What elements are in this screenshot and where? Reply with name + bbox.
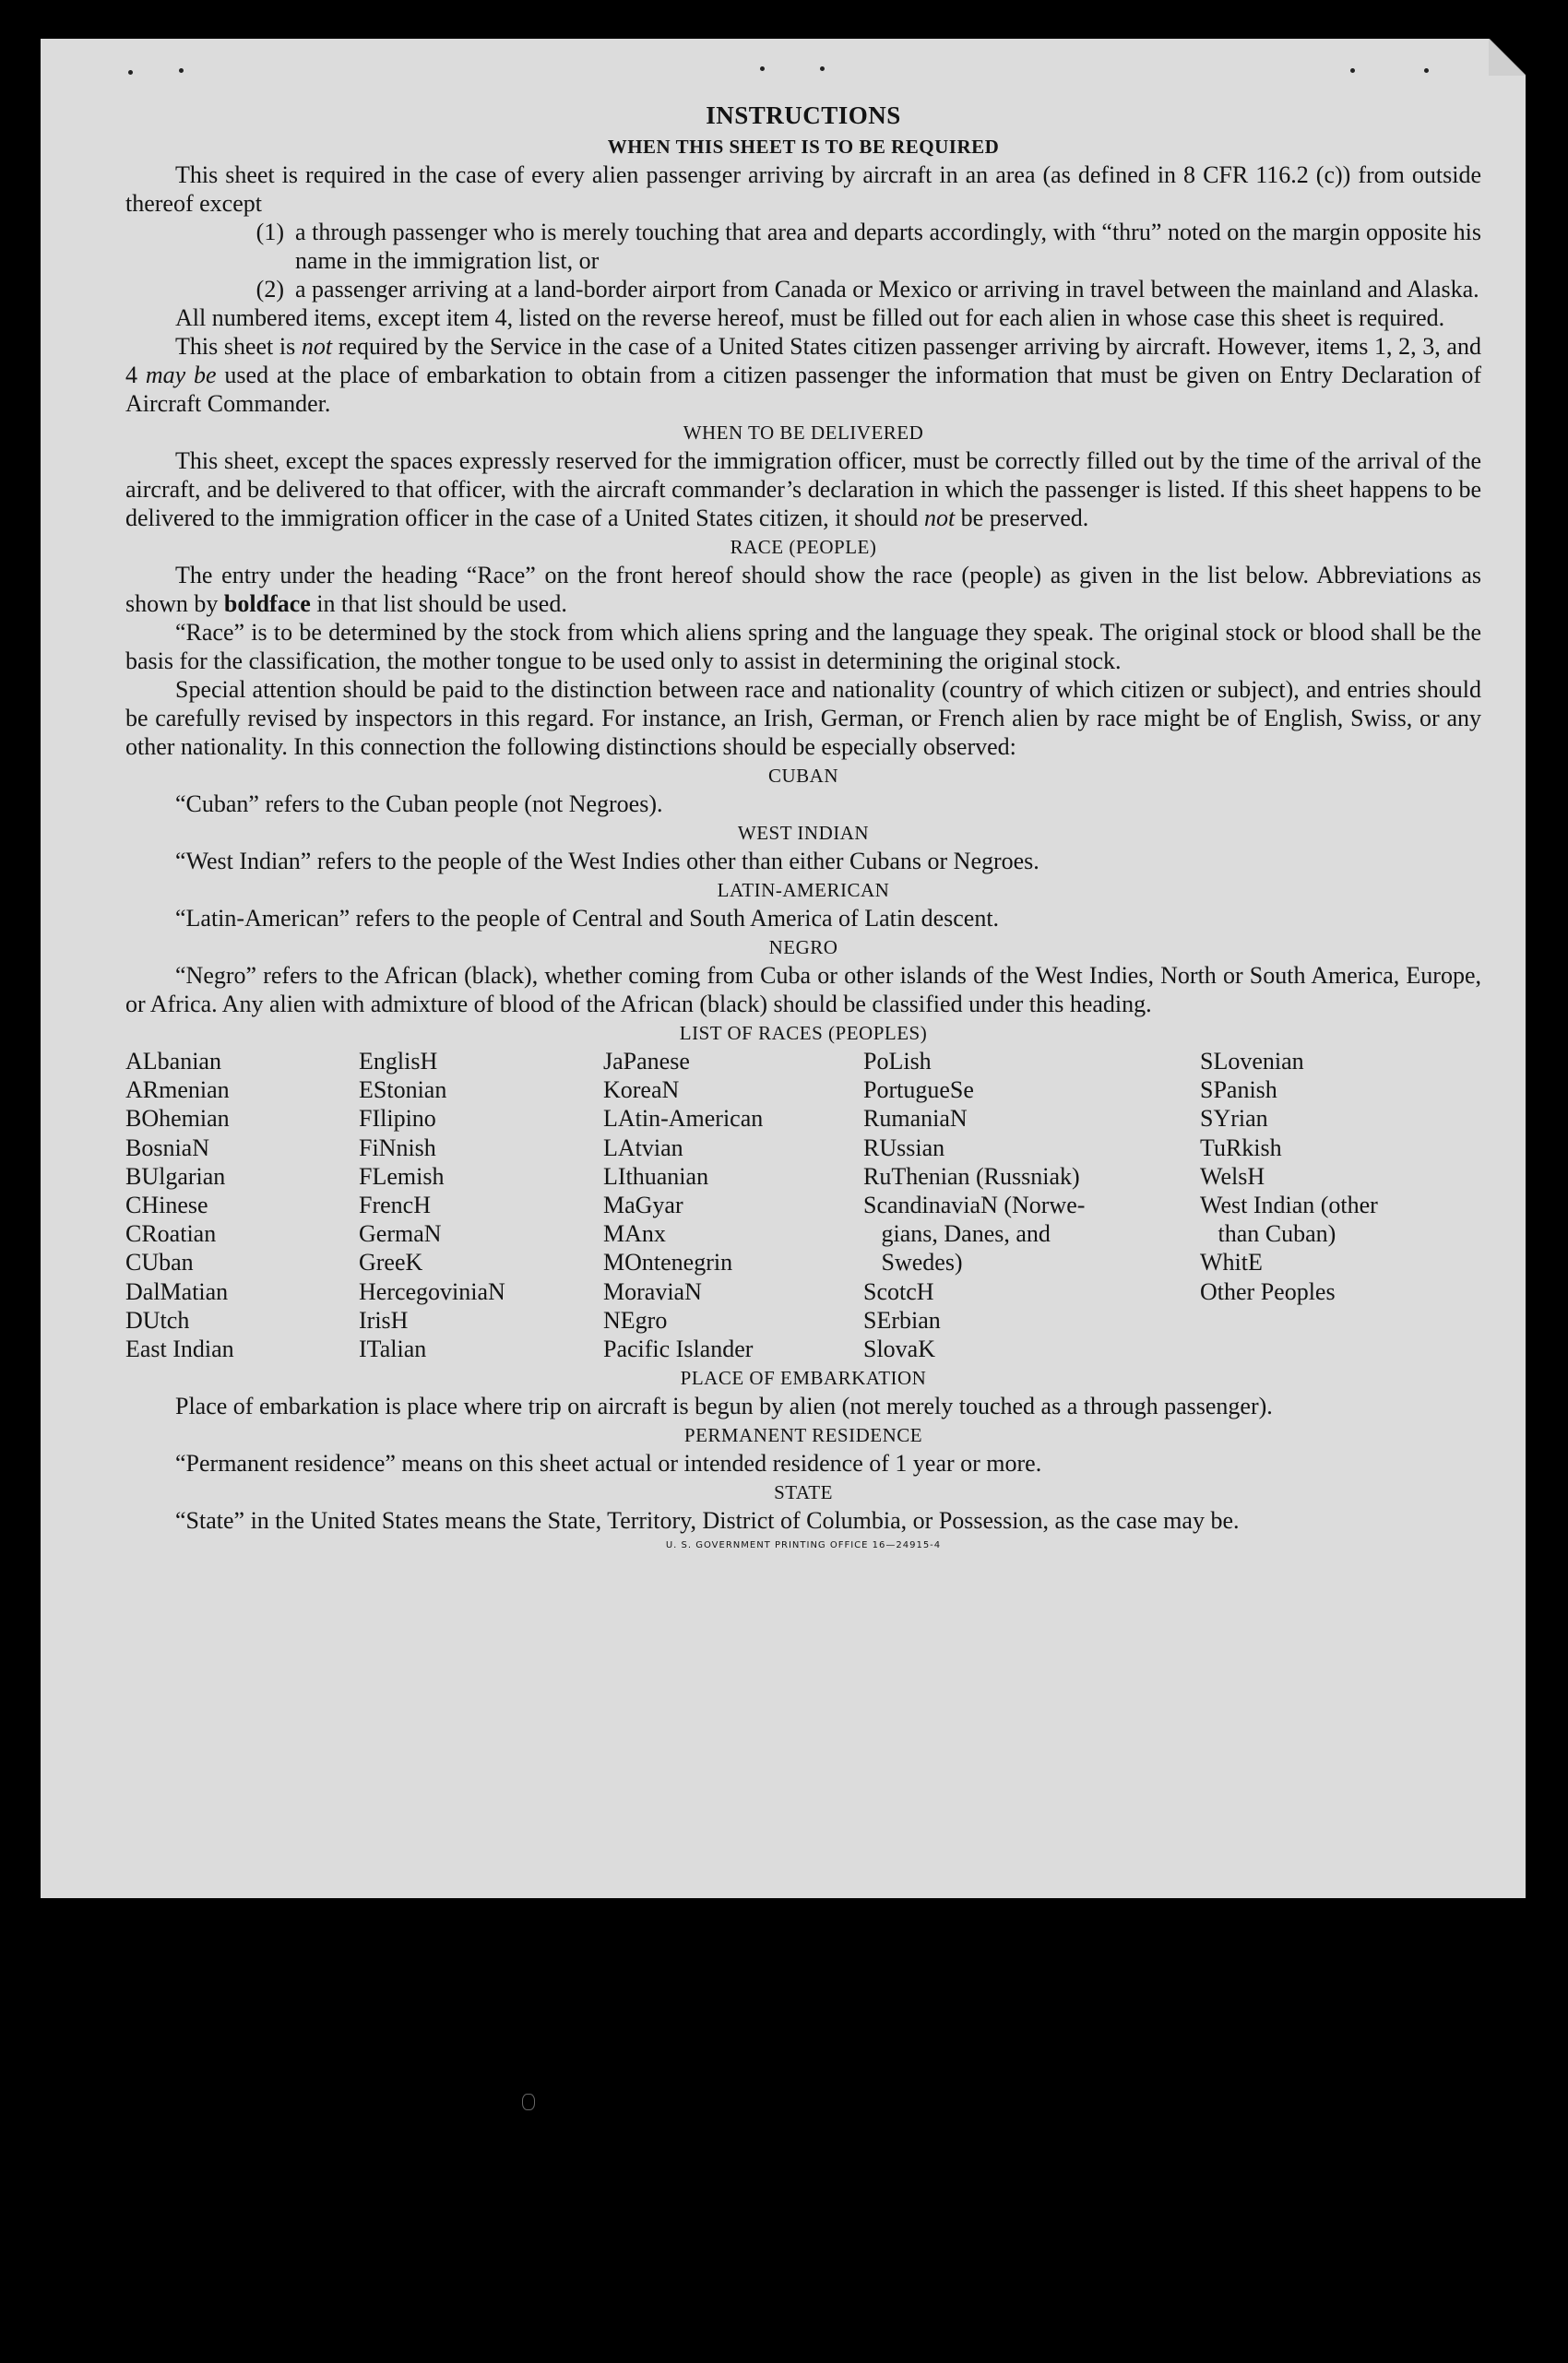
race-entry: BOhemian bbox=[125, 1105, 230, 1133]
paragraph: Special attention should be paid to the distinction between race and nationality (country of which citizen or subject), and entries should be carefully revised by inspectors in this regard. For instance, an Irish, German, or French alien by race might be of English, Swiss, or any other nationality. In this connection the following distinctions should be especially observed: bbox=[125, 676, 1481, 760]
race-entry: Other Peoples bbox=[1200, 1277, 1336, 1305]
race-entry: ALbanian bbox=[125, 1048, 221, 1075]
speck bbox=[760, 66, 765, 71]
section-heading-residence: PERMANENT RESIDENCE bbox=[683, 1424, 923, 1447]
race-entry: DUtch bbox=[125, 1306, 190, 1334]
races-column bbox=[359, 1047, 603, 1363]
text-run: required by the Service in the case of a United States citizen passenger arriving by aircraft. However, items 1, 2, 3, and 4 bbox=[125, 333, 1481, 388]
race-entry: PoLish bbox=[863, 1048, 932, 1075]
speck bbox=[179, 68, 184, 73]
paragraph: “Latin-American” refers to the people of Central and South America of Latin descent. bbox=[175, 905, 1000, 932]
text-run: The entry under the heading “Race” on the front hereof should show the race (people) as given in the list below. Abbreviations as shown by bbox=[125, 562, 1481, 617]
race-entry: ScandinaviaN (Norwe- bbox=[863, 1192, 1086, 1219]
race-entry: SErbian bbox=[863, 1306, 941, 1334]
race-entry: EStonian bbox=[359, 1076, 447, 1104]
race-entry: MOntenegrin bbox=[603, 1249, 733, 1276]
section-heading-delivered: WHEN TO BE DELIVERED bbox=[683, 422, 924, 444]
race-entry: GermaN bbox=[359, 1220, 442, 1248]
race-entry: IrisH bbox=[359, 1306, 409, 1334]
race-entry: NEgro bbox=[603, 1306, 668, 1334]
list-item bbox=[125, 275, 1481, 303]
paragraph bbox=[125, 446, 1481, 532]
paragraph: “Cuban” refers to the Cuban people (not Negroes). bbox=[175, 790, 663, 817]
race-entry: East Indian bbox=[125, 1336, 234, 1363]
race-entry: Swedes) bbox=[863, 1249, 963, 1276]
item-text: a passenger arriving at a land-border airport from Canada or Mexico or arriving in travel between the mainland and Alaska. bbox=[295, 276, 1479, 303]
race-entry: ARmenian bbox=[125, 1076, 230, 1104]
race-entry: MAnx bbox=[603, 1220, 666, 1248]
speck bbox=[820, 66, 825, 71]
race-entry: CUban bbox=[125, 1249, 194, 1276]
race-entry: DalMatian bbox=[125, 1277, 229, 1305]
races-column bbox=[863, 1047, 1200, 1363]
section-heading-race: RACE (PEOPLE) bbox=[730, 536, 877, 558]
race-entry: GreeK bbox=[359, 1249, 423, 1276]
subheading-west-indian: WEST INDIAN bbox=[737, 822, 870, 844]
text-run: be preserved. bbox=[955, 505, 1089, 531]
item-number: (1) bbox=[255, 219, 284, 245]
text-italic: not bbox=[301, 333, 333, 360]
race-entry: HercegoviniaN bbox=[359, 1277, 505, 1305]
race-entry: ScotcH bbox=[863, 1277, 934, 1305]
speck bbox=[128, 70, 133, 75]
races-column bbox=[603, 1047, 863, 1363]
text-run: in that list should be used. bbox=[310, 590, 567, 617]
race-entry: FrencH bbox=[359, 1192, 431, 1219]
paragraph: All numbered items, except item 4, listed on the reverse hereof, must be filled out for each alien in whose case this sheet is required. bbox=[175, 304, 1445, 331]
subheading-negro: NEGRO bbox=[768, 936, 838, 958]
paragraph: “West Indian” refers to the people of the West Indies other than either Cubans or Negroes. bbox=[175, 848, 1039, 874]
text-run: used at the place of embarkation to obtain from a citizen passenger the information that must be given on Entry Declaration of Aircraft Commander. bbox=[125, 362, 1482, 417]
race-entry: TuRkish bbox=[1200, 1134, 1282, 1161]
race-entry: SLovenian bbox=[1200, 1048, 1304, 1075]
item-number: (2) bbox=[255, 276, 284, 303]
race-entry: RUssian bbox=[863, 1134, 945, 1161]
race-entry: than Cuban) bbox=[1200, 1220, 1336, 1248]
race-entry: SlovaK bbox=[863, 1336, 935, 1363]
race-entry: EnglisH bbox=[359, 1048, 438, 1075]
paragraph bbox=[125, 561, 1481, 618]
race-entry: BosniaN bbox=[125, 1134, 209, 1161]
item-text: a through passenger who is merely touching that area and departs accordingly, with “thru” noted on the margin opposite his name in the immigration list, or bbox=[295, 219, 1481, 274]
race-entry: SPanish bbox=[1200, 1076, 1277, 1104]
races-column bbox=[125, 1047, 359, 1363]
list-item bbox=[125, 218, 1481, 275]
race-entry: FLemish bbox=[359, 1162, 445, 1190]
printer-imprint: U. S. GOVERNMENT PRINTING OFFICE 16—24915-4 bbox=[665, 1540, 942, 1551]
speck bbox=[1424, 68, 1429, 73]
race-entry: KoreaN bbox=[603, 1076, 680, 1104]
section-heading-required: WHEN THIS SHEET IS TO BE REQUIRED bbox=[607, 136, 1000, 158]
race-entry: LAtvian bbox=[603, 1134, 683, 1161]
race-entry: CRoatian bbox=[125, 1220, 217, 1248]
race-entry: gians, Danes, and bbox=[863, 1220, 1051, 1248]
race-entry: CHinese bbox=[125, 1192, 208, 1219]
races-column bbox=[1200, 1047, 1477, 1363]
paragraph: Place of embarkation is place where trip on aircraft is begun by alien (not merely touched as a through passenger). bbox=[175, 1393, 1273, 1420]
race-entry: WhitE bbox=[1200, 1249, 1263, 1276]
page-title: INSTRUCTIONS bbox=[706, 101, 901, 129]
scan-mark bbox=[522, 2094, 535, 2110]
section-heading-embarkation: PLACE OF EMBARKATION bbox=[680, 1367, 927, 1390]
race-entry: MaGyar bbox=[603, 1192, 683, 1219]
race-entry: SYrian bbox=[1200, 1105, 1268, 1133]
paragraph: “Race” is to be determined by the stock from which aliens spring and the language they speak. The original stock or blood shall be the basis for the classification, the mother tongue to be used only to assist in determining the original stock. bbox=[125, 619, 1481, 674]
race-entry: RuThenian (Russniak) bbox=[863, 1162, 1080, 1190]
race-entry: RumaniaN bbox=[863, 1105, 968, 1133]
paragraph bbox=[125, 332, 1481, 418]
race-entry: MoraviaN bbox=[603, 1277, 702, 1305]
speck bbox=[1350, 68, 1355, 73]
race-entry: JaPanese bbox=[603, 1048, 690, 1075]
section-heading-state: STATE bbox=[774, 1481, 833, 1504]
list-of-races-heading: LIST OF RACES (PEOPLES) bbox=[679, 1022, 928, 1044]
paragraph: “Negro” refers to the African (black), whether coming from Cuba or other islands of the West Indies, North or South America, Europe, or Africa. Any alien with admixture of blood of the African (black) should be classified under this heading. bbox=[125, 962, 1481, 1017]
subheading-latin-american: LATIN-AMERICAN bbox=[717, 879, 890, 901]
race-entry: BUlgarian bbox=[125, 1162, 226, 1190]
text-italic: may be bbox=[145, 362, 217, 388]
race-entry: ITalian bbox=[359, 1336, 427, 1363]
race-entry: WelsH bbox=[1200, 1162, 1265, 1190]
folded-corner bbox=[1489, 39, 1526, 76]
document-sheet bbox=[41, 39, 1526, 1898]
races-list bbox=[125, 1047, 1481, 1363]
subheading-cuban: CUBAN bbox=[767, 765, 838, 787]
paragraph: “Permanent residence” means on this sheet actual or intended residence of 1 year or more. bbox=[175, 1450, 1042, 1478]
text-run: This sheet is bbox=[175, 333, 302, 360]
race-entry: Pacific Islander bbox=[603, 1336, 754, 1363]
race-entry: LAtin-American bbox=[603, 1105, 764, 1133]
text-italic: not bbox=[923, 505, 956, 531]
race-entry: PortugueSe bbox=[863, 1076, 974, 1104]
text-bold: boldface bbox=[223, 590, 311, 617]
race-entry: FIlipino bbox=[359, 1105, 436, 1133]
text-run: This sheet, except the spaces expressly reserved for the immigration officer, must be correctly filled out by the time of the arrival of the aircraft, and be delivered to that officer, with the aircraft commander’s declaration in which the passenger is listed. If this sheet happens to be delivered to the immigration officer in the case of a United States citizen, it should bbox=[125, 447, 1481, 531]
race-entry: FiNnish bbox=[359, 1134, 436, 1161]
race-entry: LIthuanian bbox=[603, 1162, 709, 1190]
paragraph: “State” in the United States means the State, Territory, District of Columbia, or Possession, as the case may be. bbox=[175, 1507, 1240, 1535]
document-body bbox=[125, 101, 1481, 1550]
paragraph: This sheet is required in the case of every alien passenger arriving by aircraft in an area (as defined in 8 CFR 116.2 (c)) from outside thereof except bbox=[125, 161, 1481, 217]
race-entry: West Indian (other bbox=[1200, 1192, 1378, 1219]
